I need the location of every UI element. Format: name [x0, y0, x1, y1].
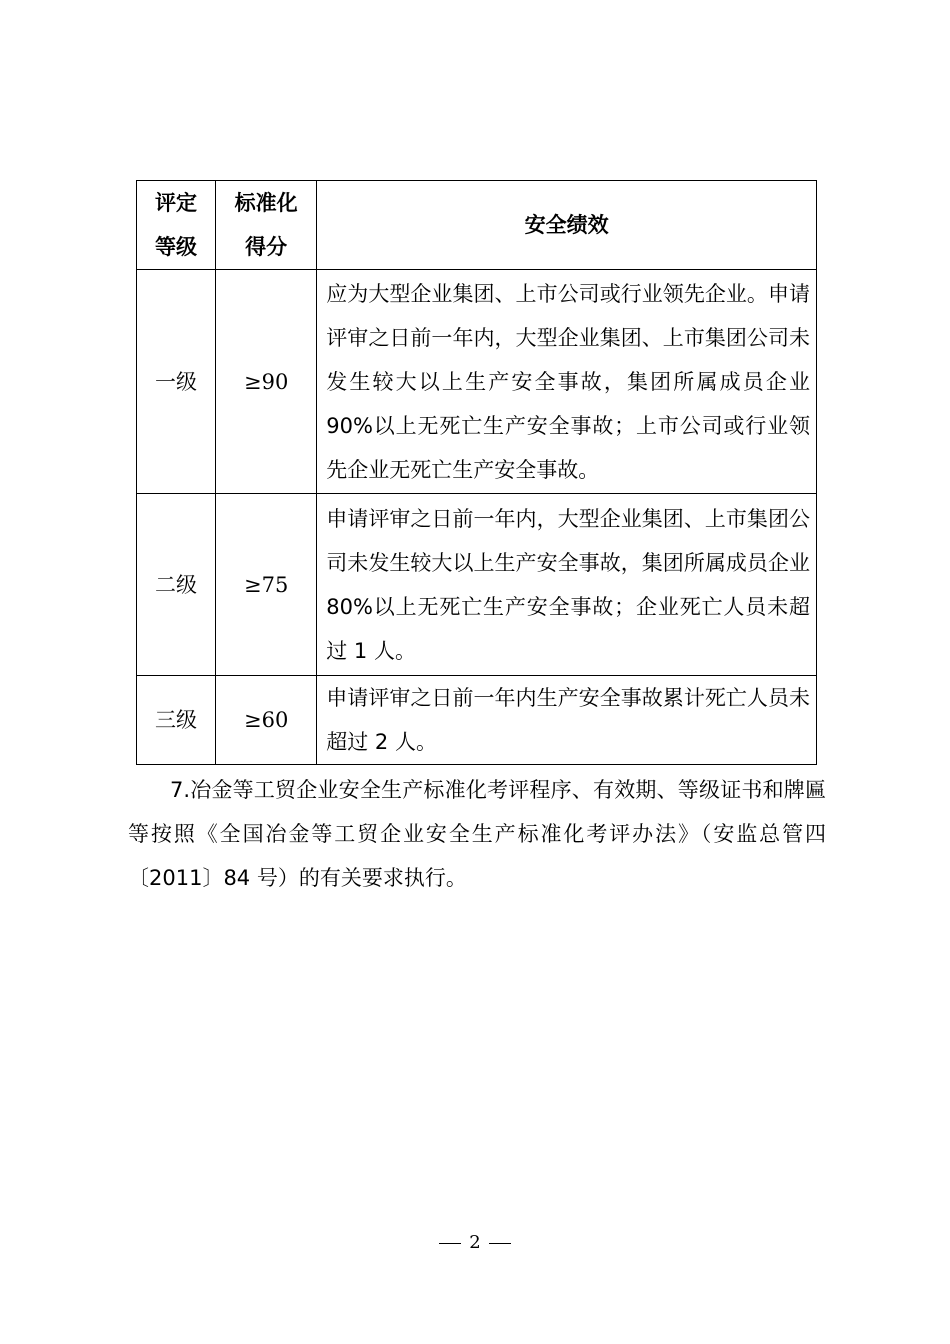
- header-grade-line-2: 等级: [155, 235, 198, 259]
- performance-cell: 应为大型企业集团、上市公司或行业领先企业。申请评审之日前一年内，大型企业集团、上市集团公司未发生较大以上生产安全事故，集团所属成员企业 90%以上无死亡生产安全事故；上市公司或行业领先企业无死亡生产安全事故。: [317, 270, 817, 494]
- score-cell: ≥90: [216, 270, 317, 494]
- grade-cell: 二级: [137, 494, 216, 676]
- performance-cell: 申请评审之日前一年内生产安全事故累计死亡人员未超过 2 人。: [317, 676, 817, 765]
- page-footer: [0, 1232, 950, 1253]
- performance-cell: 申请评审之日前一年内，大型企业集团、上市集团公司未发生较大以上生产安全事故，集团所属成员企业 80%以上无死亡生产安全事故；企业死亡人员未超过 1 人。: [317, 494, 817, 676]
- header-score-line-2: 得分: [245, 235, 288, 259]
- score-cell: ≥75: [216, 494, 317, 676]
- header-score: [216, 181, 317, 270]
- footer-dash-left: [439, 1243, 461, 1244]
- safety-grade-table: [136, 180, 817, 765]
- header-score-line-1: 标准化: [234, 191, 298, 215]
- score-cell: ≥60: [216, 676, 317, 765]
- table-row: [137, 676, 817, 765]
- footer-dash-right: [489, 1243, 511, 1244]
- table-header-row: [137, 181, 817, 270]
- grade-cell: 三级: [137, 676, 216, 765]
- header-grade-line-1: 评定: [155, 191, 198, 215]
- header-grade: [137, 181, 216, 270]
- table-row: [137, 494, 817, 676]
- table-row: [137, 270, 817, 494]
- grade-cell: 一级: [137, 270, 216, 494]
- body-paragraph: 7.冶金等工贸企业安全生产标准化考评程序、有效期、等级证书和牌匾等按照《全国冶金等工贸企业安全生产标准化考评办法》（安监总管四〔2011〕84 号）的有关要求执行。: [128, 778, 826, 890]
- page-number: 2: [469, 1232, 481, 1253]
- header-performance: 安全绩效: [317, 181, 817, 270]
